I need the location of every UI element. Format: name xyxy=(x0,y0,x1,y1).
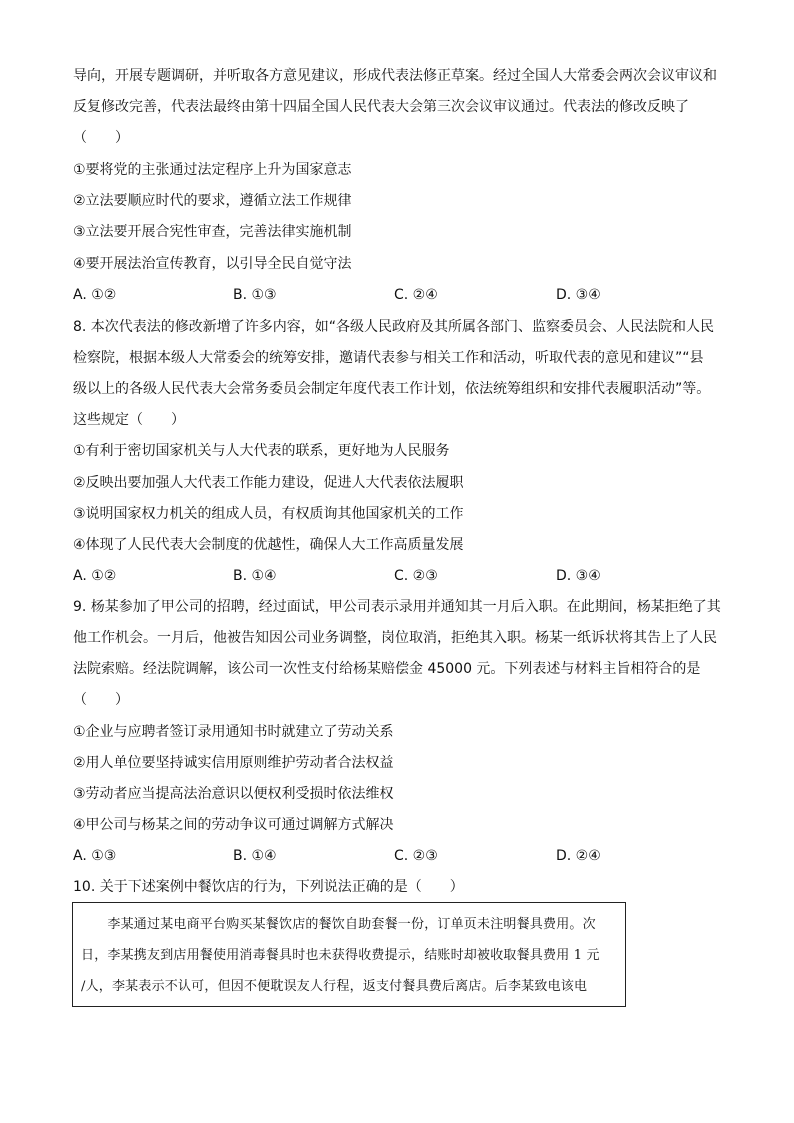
q9-option-b: B. ①④ xyxy=(233,848,277,864)
q10-case-box xyxy=(72,902,626,1007)
q7-option-c: C. ②④ xyxy=(394,287,438,303)
q9-option-c: C. ②③ xyxy=(394,848,438,864)
q7-item-3: ③立法要开展合宪性审查，完善法律实施机制 xyxy=(73,224,352,240)
q9-stem-line-1: 9. 杨某参加了甲公司的招聘，经过面试，甲公司表示录用并通知其一月后入职。在此期间，杨某拒绝了其 xyxy=(73,599,721,615)
q7-answer-blank: （ ） xyxy=(73,130,129,146)
q9-answer-blank: （ ） xyxy=(73,692,129,708)
q8-stem-line-4: 这些规定（ ） xyxy=(73,412,185,428)
q9-option-a: A. ①③ xyxy=(73,848,117,864)
q9-stem-line-2: 他工作机会。一月后，他被告知因公司业务调整，岗位取消，拒绝其入职。杨某一纸诉状将其告上了人民 xyxy=(73,630,717,646)
q9-item-1: ①企业与应聘者签订录用通知书时就建立了劳动关系 xyxy=(73,724,394,740)
q9-item-3: ③劳动者应当提高法治意识以便权利受损时依法维权 xyxy=(73,786,394,802)
q7-option-d: D. ③④ xyxy=(556,287,601,303)
q8-item-2: ②反映出要加强人大代表工作能力建设，促进人大代表依法履职 xyxy=(73,475,464,491)
q10-case-line-3: /人，李某表示不认可，但因不便耽误友人行程，返支付餐具费后离店。后李某致电该电 xyxy=(81,979,588,994)
q7-item-1: ①要将党的主张通过法定程序上升为国家意志 xyxy=(73,162,352,178)
q8-stem-line-2: 检察院，根据本级人大常委会的统筹安排，邀请代表参与相关工作和活动，听取代表的意见和建议”“县 xyxy=(73,350,704,366)
q7-item-2: ②立法要顺应时代的要求，遵循立法工作规律 xyxy=(73,193,352,209)
q7-option-a: A. ①② xyxy=(73,287,117,303)
q8-option-c: C. ②③ xyxy=(394,568,438,584)
q9-item-2: ②用人单位要坚持诚实信用原则维护劳动者合法权益 xyxy=(73,755,394,771)
q8-item-1: ①有利于密切国家机关与人大代表的联系，更好地为人民服务 xyxy=(73,443,450,459)
q8-option-d: D. ③④ xyxy=(556,568,601,584)
q7-option-b: B. ①③ xyxy=(233,287,277,303)
q9-option-d: D. ②④ xyxy=(556,848,601,864)
q8-option-b: B. ①④ xyxy=(233,568,277,584)
q10-case-line-1: 李某通过某电商平台购买某餐饮店的餐饮自助套餐一份，订单页未注明餐具费用。次 xyxy=(81,917,596,932)
q8-option-a: A. ①② xyxy=(73,568,117,584)
q10-stem: 10. 关于下述案例中餐饮店的行为，下列说法正确的是（ ） xyxy=(73,879,464,895)
q9-stem-line-3: 法院索赔。经法院调解，该公司一次性支付给杨某赔偿金 45000 元。下列表述与材料主旨相符合的是 xyxy=(73,661,701,677)
q7-item-4: ④要开展法治宣传教育，以引导全民自觉守法 xyxy=(73,256,352,272)
q7-stem-line-2: 反复修改完善，代表法最终由第十四届全国人民代表大会第三次会议审议通过。代表法的修改反映了 xyxy=(73,99,689,115)
q8-stem-line-3: 级以上的各级人民代表大会常务委员会制定年度代表工作计划，依法统筹组织和安排代表履职活动”等。 xyxy=(73,381,711,397)
q8-item-4: ④体现了人民代表大会制度的优越性，确保人大工作高质量发展 xyxy=(73,537,464,553)
q8-stem-line-1: 8. 本次代表法的修改新增了许多内容，如“各级人民政府及其所属各部门、监察委员会、人民法院和人民 xyxy=(73,319,715,335)
q10-case-line-2: 日，李某携友到店用餐使用消毒餐具时也未获得收费提示，结账时却被收取餐具费用 1 元 xyxy=(81,948,600,963)
q8-item-3: ③说明国家权力机关的组成人员，有权质询其他国家机关的工作 xyxy=(73,506,464,522)
q9-item-4: ④甲公司与杨某之间的劳动争议可通过调解方式解决 xyxy=(73,817,394,833)
q7-stem-line-1: 导向，开展专题调研，并听取各方意见建议，形成代表法修正草案。经过全国人大常委会两次会议审议和 xyxy=(73,68,717,84)
